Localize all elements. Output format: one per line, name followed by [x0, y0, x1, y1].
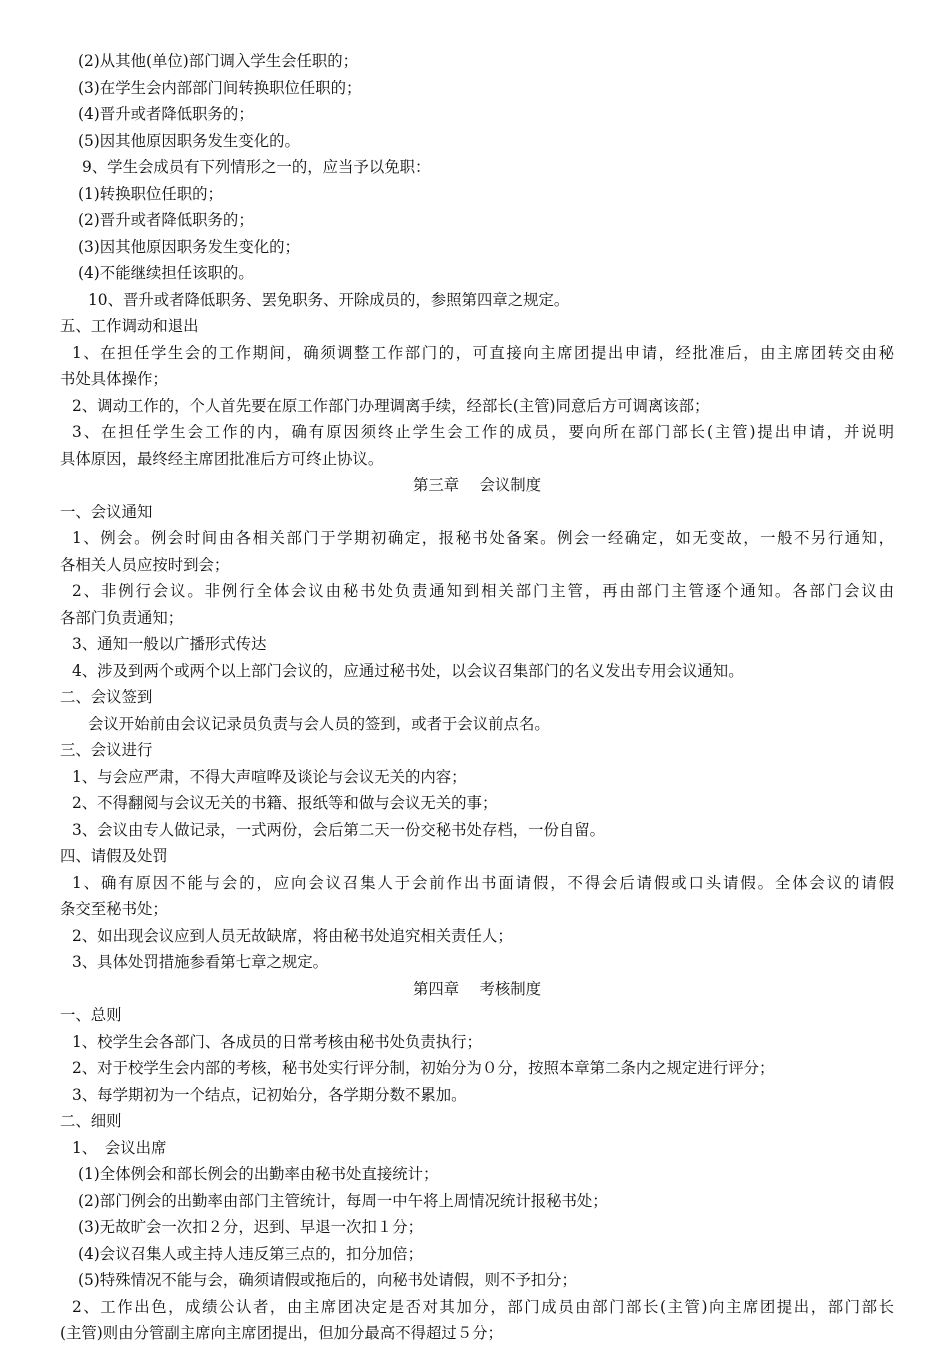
- text-line: 4、涉及到两个或两个以上部门会议的，应通过秘书处，以会议召集部门的名义发出专用会议通知。: [72, 661, 744, 680]
- text-line: 2、非例行会议。非例行全体会议由秘书处负责通知到相关部门主管，再由部门主管逐个通知。各部门会议由: [72, 582, 894, 600]
- text-line: 1、校学生会各部门、各成员的日常考核由秘书处负责执行；: [72, 1032, 482, 1051]
- text-line: 各相关人员应按时到会；: [60, 555, 230, 574]
- text-line: (3)在学生会内部部门间转换职位任职的；: [78, 78, 362, 97]
- text-line: 2、工作出色，成绩公认者，由主席团决定是否对其加分，部门成员由部门部长(主管)向主席团提出，部门部长: [72, 1297, 894, 1316]
- text-line: 10、晋升或者降低职务、罢免职务、开除成员的，参照第四章之规定。: [88, 290, 570, 309]
- text-line: (5)因其他原因职务发生变化的。: [78, 131, 300, 150]
- text-line: 各部门负责通知；: [60, 608, 184, 627]
- text-line: 3、具体处罚措施参看第七章之规定。: [72, 953, 329, 971]
- text-line: 2、如出现会议应到人员无故缺席，将由秘书处追究相关责任人；: [72, 926, 513, 945]
- text-line: 条交至秘书处；: [60, 900, 168, 918]
- text-line: 2、对于校学生会内部的考核，秘书处实行评分制，初始分为０分，按照本章第二条内之规定进行评分；: [72, 1059, 775, 1077]
- text-line: (2)晋升或者降低职务的；: [78, 211, 254, 229]
- text-line: 2、不得翻阅与会议无关的书籍、报纸等和做与会议无关的事；: [72, 794, 498, 812]
- text-line: (1)转换职位任职的；: [78, 184, 223, 203]
- text-line: (5)特殊情况不能与会，确须请假或拖后的，向秘书处请假，则不予扣分；: [78, 1271, 577, 1289]
- text-line: 3、每学期初为一个结点，记初始分，各学期分数不累加。: [72, 1085, 467, 1104]
- text-line: (1)全体例会和部长例会的出勤率由秘书处直接统计；: [78, 1165, 439, 1183]
- text-line: (3)因其他原因职务发生变化的；: [78, 237, 300, 256]
- text-line: (2)从其他(单位)部门调入学生会任职的；: [78, 52, 359, 70]
- text-line: 具体原因，最终经主席团批准后方可终止协议。: [60, 449, 384, 468]
- text-line: 1、例会。例会时间由各相关部门于学期初确定，报秘书处备案。例会一经确定，如无变故，一般不另行通知，: [72, 529, 894, 547]
- text-line: (3)无故旷会一次扣２分，迟到、早退一次扣１分；: [78, 1218, 424, 1236]
- chapter-heading: 第三章 会议制度: [412, 476, 542, 494]
- text-line: 3、通知一般以广播形式传达: [72, 635, 267, 653]
- text-line: 二、细则: [60, 1112, 122, 1130]
- text-line: 3、在担任学生会工作的内，确有原因须终止学生会工作的成员，要向所在部门部长(主管)提出申请，并说明: [72, 423, 894, 441]
- text-line: 会议开始前由会议记录员负责与会人员的签到，或者于会议前点名。: [88, 714, 550, 733]
- text-line: 3、会议由专人做记录，一式两份，会后第二天一份交秘书处存档，一份自留。: [72, 820, 606, 839]
- text-line: 二、会议签到: [60, 688, 153, 706]
- text-line: 四、请假及处罚: [60, 847, 168, 865]
- text-line: 五、工作调动和退出: [60, 317, 199, 335]
- text-line: 1、与会应严肃，不得大声喧哗及谈论与会议无关的内容；: [72, 767, 467, 786]
- text-line: 一、总则: [60, 1006, 122, 1024]
- text-line: 书处具体操作；: [60, 370, 168, 388]
- text-line: (2)部门例会的出勤率由部门主管统计，每周一中午将上周情况统计报秘书处；: [78, 1191, 608, 1210]
- text-line: 9、学生会成员有下列情形之一的，应当予以免职：: [82, 158, 431, 176]
- text-line: 1、 会议出席: [72, 1138, 167, 1157]
- text-line: (主管)则由分管副主席向主席团提出，但加分最高不得超过５分；: [60, 1324, 503, 1342]
- text-line: 1、确有原因不能与会的，应向会议召集人于会前作出书面请假，不得会后请假或口头请假。全体会议的请假: [72, 873, 894, 892]
- chapter-heading: 第四章 考核制度: [412, 979, 542, 998]
- text-line: 2、调动工作的，个人首先要在原工作部门办理调离手续，经部长(主管)同意后方可调离该部；: [72, 396, 710, 415]
- text-line: (4)晋升或者降低职务的；: [78, 105, 254, 123]
- text-line: (4)不能继续担任该职的。: [78, 264, 254, 282]
- text-line: 三、会议进行: [60, 741, 153, 759]
- text-line: (4)会议召集人或主持人违反第三点的，扣分加倍；: [78, 1244, 424, 1263]
- text-line: 一、会议通知: [60, 502, 153, 521]
- text-line: 1、在担任学生会的工作期间，确须调整工作部门的，可直接向主席团提出申请，经批准后，由主席团转交由秘: [72, 343, 894, 362]
